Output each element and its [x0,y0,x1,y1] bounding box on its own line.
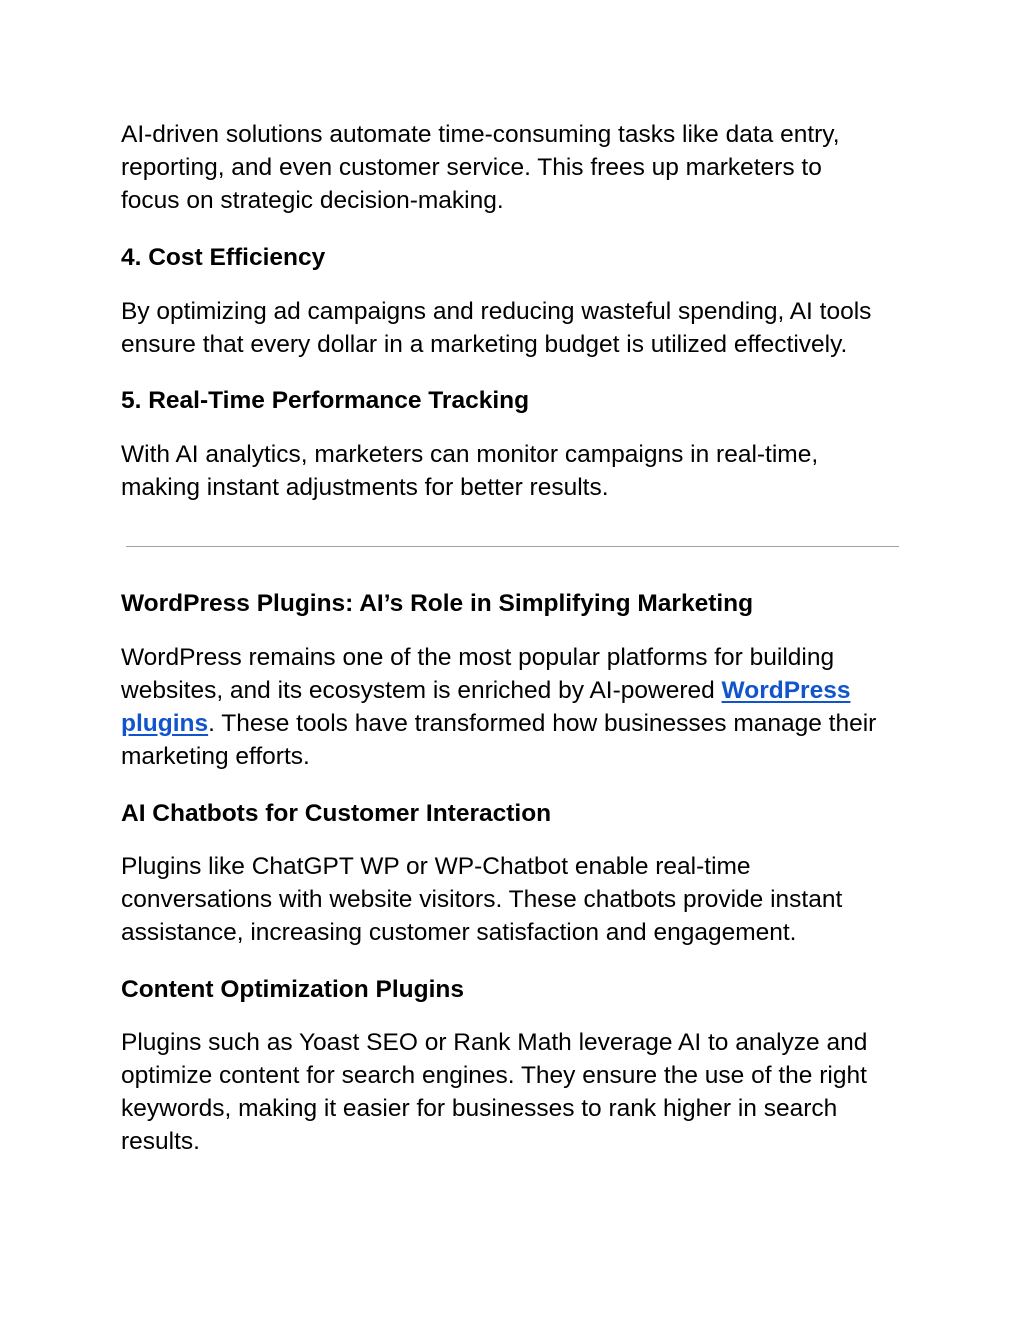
content-line-2: optimize content for search engines. They ensure the use of the right [121,1062,867,1089]
wordpress-heading: WordPress Plugins: AI’s Role in Simplifying Marketing [121,590,754,617]
content-line-3: keywords, making it easier for businesses to rank higher in search [121,1095,838,1122]
wordpress-line-4: marketing efforts. [121,743,310,770]
chatbots-line-1: Plugins like ChatGPT WP or WP-Chatbot enable real-time [121,853,751,880]
content-line-4: results. [121,1128,200,1155]
wordpress-line-1: WordPress remains one of the most popular platforms for building [121,644,835,671]
cost-heading: 4. Cost Efficiency [121,244,326,271]
wordpress-line-3 [121,707,876,740]
section-divider [126,546,899,547]
tracking-heading: 5. Real-Time Performance Tracking [121,387,530,414]
cost-line-1: By optimizing ad campaigns and reducing wasteful spending, AI tools [121,298,872,325]
tracking-line-2: making instant adjustments for better results. [121,474,609,501]
wordpress-line-2-text: websites, and its ecosystem is enriched by AI-powered [121,677,722,704]
intro-line-2: reporting, and even customer service. This frees up marketers to [121,154,822,181]
chatbots-line-3: assistance, increasing customer satisfaction and engagement. [121,919,797,946]
chatbots-line-2: conversations with website visitors. These chatbots provide instant [121,886,843,913]
content-line-1: Plugins such as Yoast SEO or Rank Math leverage AI to analyze and [121,1029,868,1056]
wordpress-plugins-link-part-1[interactable]: WordPress [721,677,851,704]
intro-line-1: AI-driven solutions automate time-consuming tasks like data entry, [121,121,840,148]
chatbots-heading: AI Chatbots for Customer Interaction [121,800,552,827]
wordpress-line-3-text: . These tools have transformed how businesses manage their [208,710,877,737]
tracking-line-1: With AI analytics, marketers can monitor campaigns in real-time, [121,441,819,468]
wordpress-line-2 [121,674,850,707]
cost-line-2: ensure that every dollar in a marketing budget is utilized effectively. [121,331,848,358]
content-heading: Content Optimization Plugins [121,976,464,1003]
intro-line-3: focus on strategic decision-making. [121,187,504,214]
wordpress-plugins-link-part-2[interactable]: plugins [121,710,209,737]
